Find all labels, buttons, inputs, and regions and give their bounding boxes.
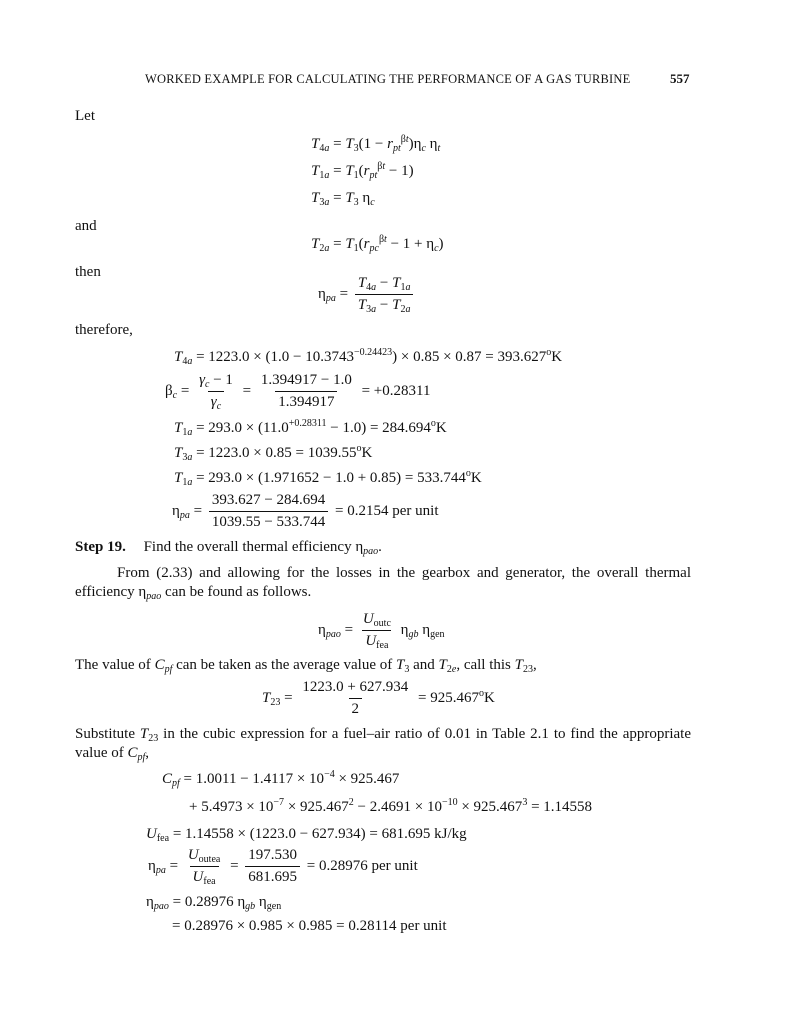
substitute-paragraph: Substitute $T_{23}$ in the cubic expression for a fuel–air ratio of 0.01 in Table 2.1 to find the appropriate value of $C_{pf}$,	[75, 726, 691, 763]
eq-cpf-line2: + $5.4973 \times 10^{-7} \times 925.467^2 - 2.4691 \times 10^{-10} \times 925.467^3 = 1.14558$	[189, 797, 593, 815]
page-number: 557	[670, 71, 690, 86]
t4a-def-rhs: = $T_3(1 - r_{pt}^{\beta t})\eta_c$ $\eta_t$	[333, 134, 441, 154]
eq-t3a-def: $T_{3a} = T_3$ $\eta_c$	[311, 190, 375, 208]
eq-eta-pa-calc: $\eta_{pa}$ = $\frac{393.627 - 284.694}{1039.55 - 533.744}$ = 0.2154 per unit	[172, 492, 439, 530]
eq-t23: $T_{23}$ = $\frac{1223.0 + 627.934}{2}$ = $925.467^oK$	[262, 679, 495, 717]
eq-eta-pa-def: $\eta_{pa}$ = $\frac{T_{4a} - T_{1a}}{T_{3a} - T_{2a}}$	[318, 274, 416, 315]
eq-ufea: $U_{fea} = 1.14558 \times (1223.0 - 627.934) = 681.695$ kJ/kg	[146, 826, 467, 844]
eq-t1a-def: $T_{1a} = T_1(r_{pt}^{\beta t} - 1)$	[311, 161, 414, 181]
eq-t3a-calc: $T_{3a} = 1223.0 \times 0.85 = 1039.55^oK$	[174, 443, 373, 463]
cpf-paragraph: The value of $C_{pf}$ can be taken as the average value of $T_3$ and $T_{2e}$, call this $T_{23}$,	[75, 657, 537, 675]
eq-t4a-calc: $T_{4a} = 1223.0 \times (1.0 - 10.3743^{-0.24423}) \times 0.85 \times 0.87 = 393.627^oK$	[174, 347, 563, 367]
step-19-label: Step 19.	[75, 539, 126, 555]
eq-t4a-def: $T_{4a} = T_3(1 - r_{pt}^{\beta t})\eta_c$ $\eta_t$	[311, 134, 441, 154]
eq-t2a-def: $T_{2a} = T_1(r_{pc}^{\beta t} - 1 + \eta_c)$	[311, 234, 444, 254]
step-19-paragraph: From (2.33) and allowing for the losses in the gearbox and generator, the overall thermal efficiency $\eta_{pao}$ can be found as follows.	[75, 565, 691, 602]
running-title: WORKED EXAMPLE FOR CALCULATING THE PERFORMANCE OF A GAS TURBINE	[145, 72, 631, 86]
word-then: then	[75, 264, 101, 280]
word-let: Let	[75, 108, 95, 124]
word-therefore: therefore,	[75, 322, 133, 338]
eq-eta-pao-2: = 0.28976 × 0.985 × 0.985 = 0.28114 per unit	[172, 918, 447, 934]
eq-cpf-line1: $C_{pf} = 1.0011 - 1.4117 \times 10^{-4} \times 925.467$	[162, 769, 400, 789]
eq-eta-pa-final: $\eta_{pa}$ = $\frac{U_{outea}}{U_{fea}}$ = $\frac{197.530}{681.695}$ = 0.28976 per unit	[148, 847, 418, 887]
eq-eta-pao-1: $\eta_{pao} = 0.28976$ $\eta_{gb}$ $\eta_{gen}$	[146, 894, 282, 912]
step-19-heading: Step 19. Find the overall thermal efficiency $\eta_{pao}$.	[75, 539, 382, 557]
eq-beta-c: $\beta_c$ = $\frac{\gamma_c - 1}{\gamma_c}$ = $\frac{1.394917 - 1.0}{1.394917}$ = +0.28311	[165, 372, 431, 412]
eq-t1a-calc: $T_{1a} = 293.0 \times (11.0^{+0.28311} - 1.0) = 284.694^oK$	[174, 418, 447, 438]
eq-eta-pao-def: $\eta_{pao}$ = $\frac{U_{outc}}{U_{fea}}$ $\eta_{gb}$ $\eta_{gen}$	[318, 611, 445, 651]
eq-t1a-calc-2: $T_{1a} = 293.0 \times (1.971652 - 1.0 + 0.85) = 533.744^oK$	[174, 468, 482, 488]
word-and: and	[75, 218, 97, 234]
